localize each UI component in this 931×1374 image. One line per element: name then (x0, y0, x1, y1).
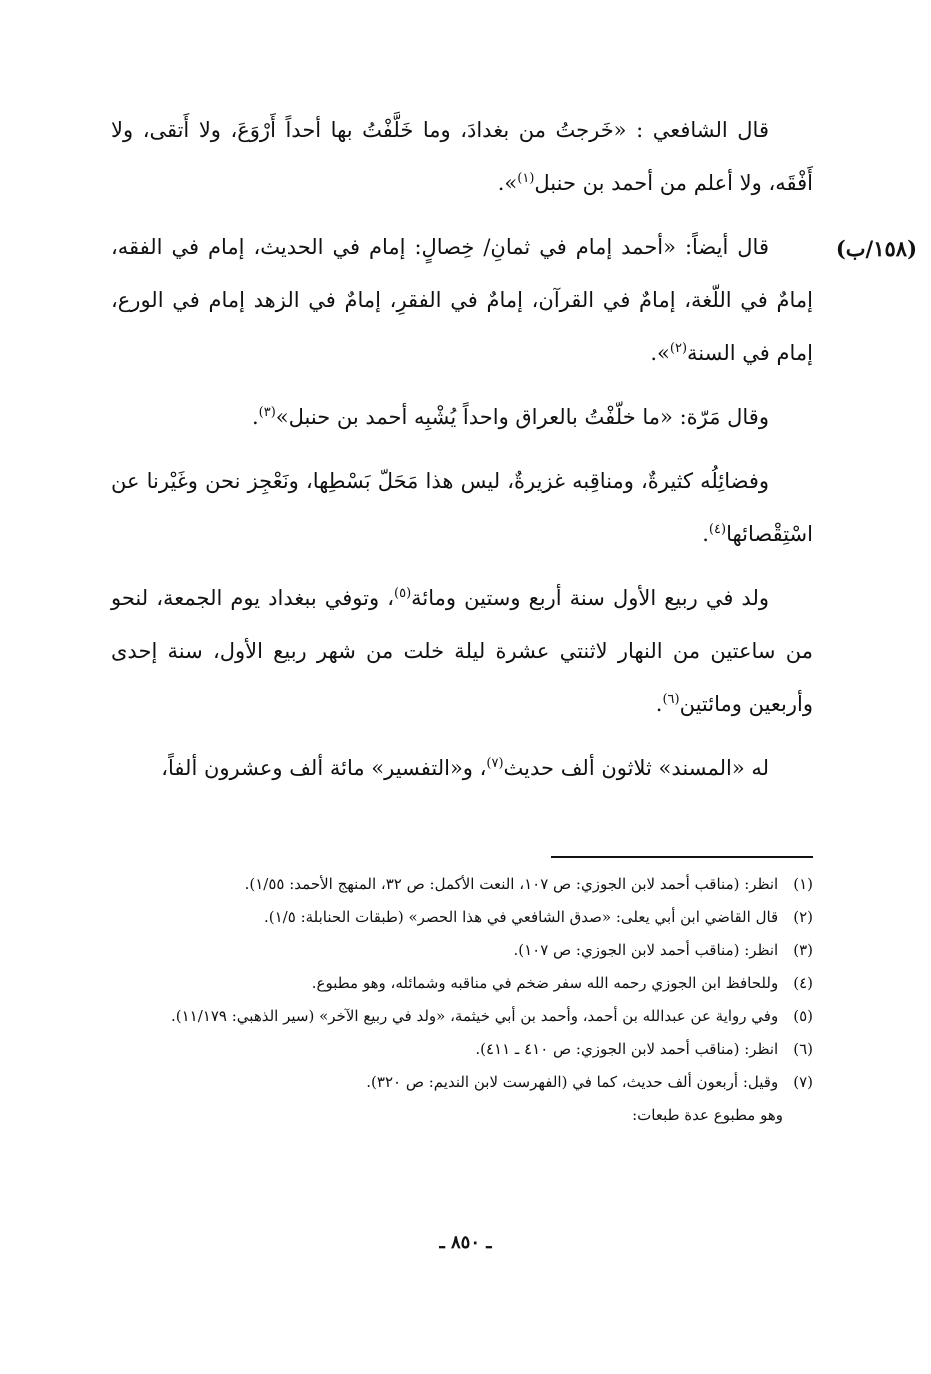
footnote-continuation: وهو مطبوع عدة طبعات: (632, 1106, 783, 1124)
paragraph-line: وفضائِلُه كثيرةٌ، ومناقِبه غزيرةٌ، ليس هذا مَحَلّ بَسْطِها، ونَعْجِز نحن وغَيْرنا (146, 469, 769, 493)
paragraph-line: ولد في ربيع الأول سنة أربع وستين ومائة (411, 586, 769, 610)
footnote-text: انظر: (مناقب أحمد لابن الجوزي: ص ١٠٧). (513, 941, 779, 959)
paragraph-line: في السنة (687, 341, 770, 365)
footnote-number: (٦) (793, 1040, 813, 1058)
paragraph-ending: . (655, 692, 663, 716)
footnote-number: (٤) (793, 974, 813, 992)
paragraph-line: ولا أَفْقَه، ولا أعلم من أحمد بن حنبل (111, 118, 813, 195)
footnote-item (103, 967, 813, 1000)
paragraph-1 (111, 104, 813, 210)
paragraph-2 (111, 221, 813, 380)
footnote-text: انظر: (مناقب أحمد لابن الجوزي: ص ٤١٠ ـ ٤١١). (475, 1040, 779, 1058)
footnote-marker: (١) (517, 171, 535, 186)
footnote-marker: (٤) (708, 522, 727, 537)
paragraph-ending: ، و«التفسير» مائة ألف وعشرون ألفاً، (161, 756, 487, 780)
paragraph-line: قال أيضاً: «أحمد إمام في ثمانِ/ خِصالٍ: إمام في الحديث، إمام في الفقه، (111, 235, 769, 259)
footnote-marker: (٢) (669, 341, 688, 356)
main-body-text (111, 104, 813, 806)
footnotes-section (103, 868, 813, 1132)
paragraph-ending: ». (650, 341, 670, 365)
footnote-number: (٥) (793, 1007, 813, 1025)
paragraph-ending: . (702, 522, 709, 546)
footnote-number: (٢) (793, 908, 813, 926)
paragraph-continuation: ، وتوفي ببغداد يوم الجمعة، لنحو من ساعتين من النهار لاثنتي عشرة ليلة خلت من شهر ربيع الأول، سنة إحدى وأربعين ومائتين (111, 586, 813, 716)
footnote-number: (٣) (793, 941, 813, 959)
footnote-item (103, 1066, 813, 1099)
footnote-item (103, 1033, 813, 1066)
paragraph-line: عن اسْتِقْصائها (111, 469, 813, 546)
footnote-marker: (٥) (394, 586, 412, 601)
paragraph-line: وقال مَرّة: «ما خلّفْتُ بالعراق واحداً يُشْبِه أحمد بن حنبل» (275, 405, 769, 429)
footnote-marker: (٣) (258, 405, 276, 420)
paragraph-line: قال الشافعي : «خَرجتُ من بغدادَ، وما خَلَّفْتُ بها أحداً أَرْوَعَ، ولا أَتقى، (142, 118, 769, 142)
footnote-text: انظر: (مناقب أحمد لابن الجوزي: ص ١٠٧، النعت الأكمل: ص ٣٢، المنهج الأحمد: ١/٥٥). (244, 875, 779, 893)
footnote-text: وقيل: أربعون ألف حديث، كما في (الفهرست لابن النديم: ص ٣٢٠). (366, 1073, 779, 1091)
paragraph-3 (111, 391, 813, 444)
footnote-text: وفي رواية عن عبدالله بن أحمد، وأحمد بن أبي خيثمة، «ولد في ربيع الآخر» (سير الذهبي: ١١/١٧٩). (171, 1007, 779, 1025)
footnote-separator-line (551, 856, 813, 858)
paragraph-line: إمامٌ في اللّغة، إمامٌ في القرآن، إمامٌ في الفقرِ، إمامٌ في الزهد إمام في الورع، إمام (111, 288, 813, 365)
paragraph-ending: ». (497, 171, 518, 195)
footnote-marker: (٦) (662, 692, 680, 707)
footnote-number: (٧) (793, 1073, 813, 1091)
paragraph-ending: . (251, 405, 259, 429)
paragraph-5 (111, 572, 813, 731)
footnote-item (103, 1000, 813, 1033)
footnote-marker: (٧) (486, 756, 504, 771)
footnote-item (103, 934, 813, 967)
paragraph-line: له «المسند» ثلاثون ألف حديث (503, 756, 769, 780)
footnote-item (103, 868, 813, 901)
footnote-text: قال القاضي ابن أبي يعلى: «صدق الشافعي في هذا الحصر» (طبقات الحنابلة: ١/٥). (264, 908, 779, 926)
paragraph-6 (111, 742, 813, 795)
page-number: ـ ٨٥٠ ـ (439, 1232, 492, 1253)
paragraph-4 (111, 455, 813, 561)
footnote-item (103, 901, 813, 934)
footnote-number: (١) (793, 875, 813, 893)
manuscript-folio-reference: (١٥٨/ب) (835, 236, 917, 261)
footnote-text: وللحافظ ابن الجوزي رحمه الله سفر ضخم في مناقبه وشمائله، وهو مطبوع. (311, 974, 779, 992)
